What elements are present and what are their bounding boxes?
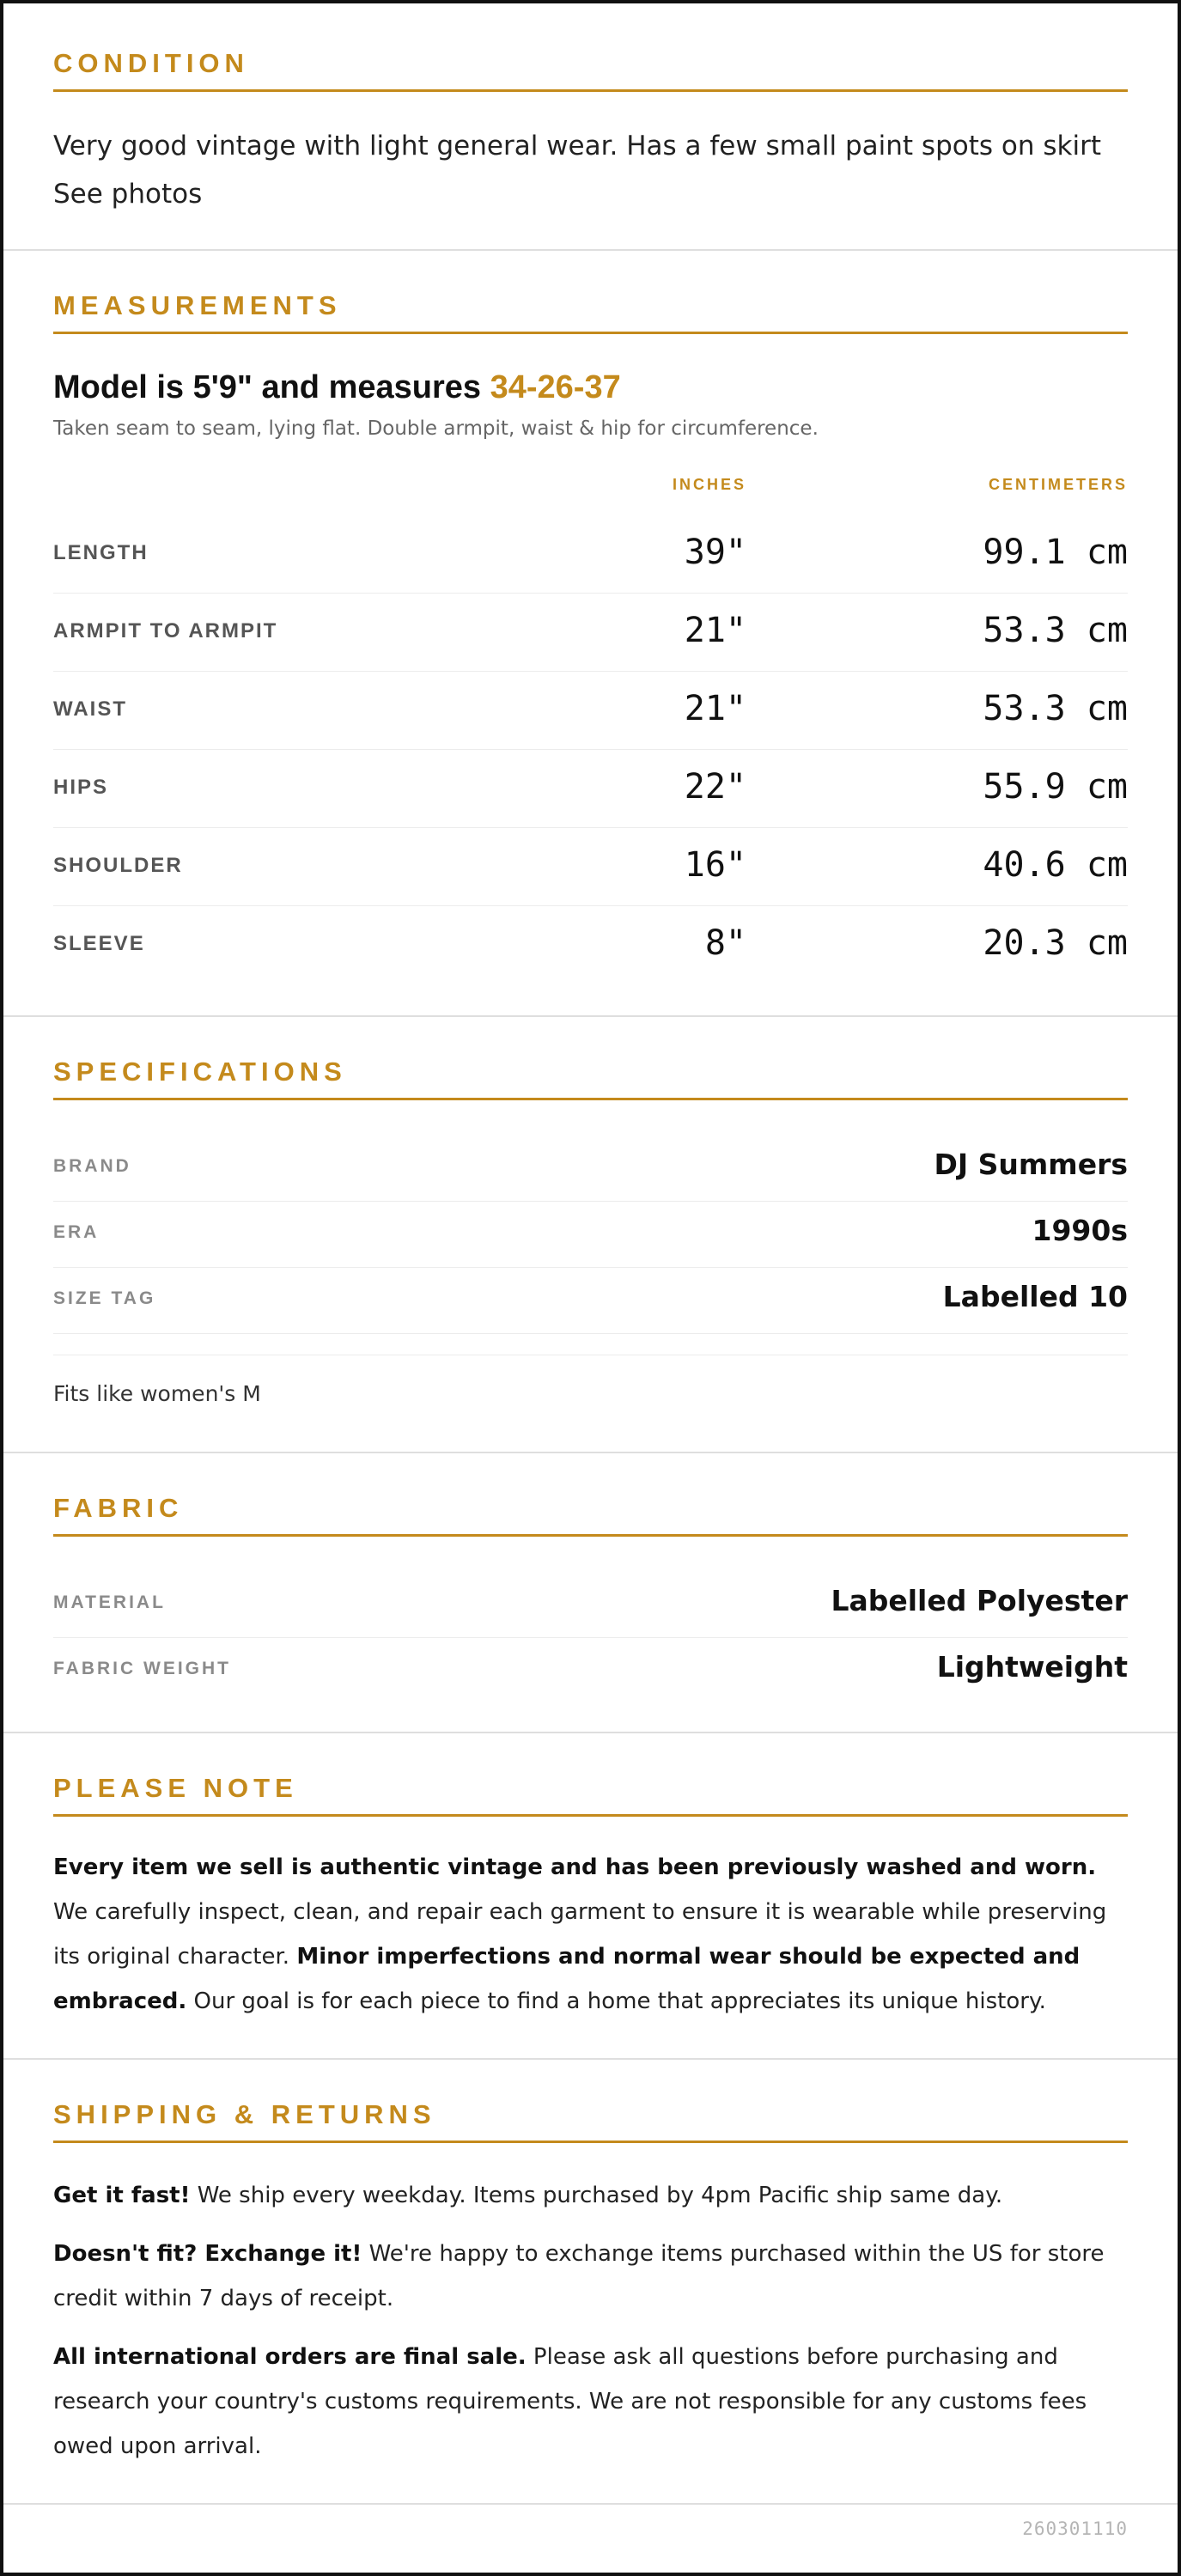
cm-column-header: CENTIMETERS	[988, 476, 1128, 493]
spec-row	[53, 1136, 1128, 1202]
measurement-row	[53, 594, 1128, 672]
spec-label: ERA	[53, 1222, 100, 1242]
measurement-cm: 55.9 cm	[983, 767, 1128, 807]
measurement-label: WAIST	[53, 697, 127, 721]
spec-label: SIZE TAG	[53, 1288, 156, 1308]
measure-subtitle: Taken seam to seam, lying flat. Double armpit, waist & hip for circumference.	[53, 417, 819, 440]
measurement-row	[53, 750, 1128, 828]
condition-heading: CONDITION	[53, 46, 1128, 92]
fabric-value: Lightweight	[936, 1650, 1128, 1684]
spec-value: DJ Summers	[934, 1148, 1128, 1181]
please-note-bold-1: Every item we sell is authentic vintage and has been previously washed and worn.	[53, 1854, 1097, 1880]
fabric-heading: FABRIC	[53, 1491, 1128, 1537]
measurement-row	[53, 672, 1128, 750]
please-note-section	[3, 1732, 1178, 2060]
measurement-label: SLEEVE	[53, 932, 145, 955]
shipping-text-3: Please ask all questions before purchasing and research your country's customs requirements. We are not responsible for any customs fees owed upon arrival.	[53, 2344, 1087, 2459]
measurement-row	[53, 828, 1128, 906]
shipping-paragraph-3	[53, 2335, 1128, 2469]
shipping-paragraph-1	[53, 2173, 1128, 2218]
model-line	[53, 369, 621, 406]
fabric-label: MATERIAL	[53, 1592, 166, 1612]
measurement-inches: 8"	[704, 923, 746, 963]
spec-value: Labelled 10	[942, 1280, 1128, 1313]
shipping-bold-2: Doesn't fit? Exchange it!	[53, 2241, 362, 2267]
spec-row	[53, 1268, 1128, 1334]
please-note-bold-2: Minor imperfections and normal wear should be expected and embraced.	[53, 1944, 1081, 2014]
shipping-bold-1: Get it fast!	[53, 2183, 191, 2208]
spec-value: 1990s	[1032, 1214, 1128, 1247]
model-measures: 34-26-37	[490, 369, 621, 405]
measurement-row	[53, 515, 1128, 594]
shipping-paragraph-2	[53, 2232, 1128, 2321]
shipping-section	[3, 2058, 1178, 2505]
measurement-label: HIPS	[53, 776, 109, 799]
shipping-text-1: We ship every weekday. Items purchased by 4pm Pacific ship same day.	[190, 2183, 1003, 2208]
specifications-heading: SPECIFICATIONS	[53, 1055, 1128, 1100]
footer-item-id: 260301110	[1022, 2518, 1128, 2539]
measurement-cm: 20.3 cm	[983, 923, 1128, 963]
measurement-cm: 53.3 cm	[983, 611, 1128, 650]
spec-label: BRAND	[53, 1156, 131, 1176]
measurement-inches: 21"	[684, 689, 746, 728]
measurement-row	[53, 906, 1128, 984]
fits-note: Fits like women's M	[53, 1355, 1128, 1406]
fabric-label: FABRIC WEIGHT	[53, 1659, 231, 1678]
fabric-section	[3, 1452, 1178, 1733]
measurement-inches: 21"	[684, 611, 746, 650]
measurement-inches: 22"	[684, 767, 746, 807]
fabric-value: Labelled Polyester	[831, 1584, 1128, 1617]
model-prefix: Model is 5'9" and measures	[53, 369, 490, 405]
shipping-bold-3: All international orders are final sale.	[53, 2344, 527, 2370]
fabric-row	[53, 1572, 1128, 1638]
condition-section	[3, 3, 1178, 251]
condition-text: Very good vintage with light general wear. Has a few small paint spots on skirt See photos	[53, 131, 1101, 210]
please-note-text-1: We carefully inspect, clean, and repair each garment to ensure it is wearable while preserving its original character.	[53, 1899, 1107, 1970]
measurement-label: LENGTH	[53, 541, 149, 564]
inches-column-header: INCHES	[672, 476, 746, 493]
spec-row	[53, 1202, 1128, 1268]
measurement-label: SHOULDER	[53, 854, 183, 877]
specifications-section	[3, 1015, 1178, 1453]
measurement-cm: 53.3 cm	[983, 689, 1128, 728]
shipping-text-2: We're happy to exchange items purchased within the US for store credit within 7 days of receipt.	[53, 2241, 1105, 2311]
measurements-heading: MEASUREMENTS	[53, 289, 1128, 334]
measurement-cm: 99.1 cm	[983, 533, 1128, 572]
measurements-section	[3, 249, 1178, 1017]
fabric-row	[53, 1638, 1128, 1703]
measurement-label: ARMPIT TO ARMPIT	[53, 619, 278, 642]
please-note-heading: PLEASE NOTE	[53, 1771, 1128, 1817]
shipping-heading: SHIPPING & RETURNS	[53, 2098, 1128, 2143]
please-note-text	[53, 1845, 1128, 2024]
please-note-text-2: Our goal is for each piece to find a home that appreciates its unique history.	[186, 1988, 1046, 2014]
measurement-inches: 16"	[684, 845, 746, 885]
measurement-cm: 40.6 cm	[983, 845, 1128, 885]
measurement-inches: 39"	[684, 533, 746, 572]
